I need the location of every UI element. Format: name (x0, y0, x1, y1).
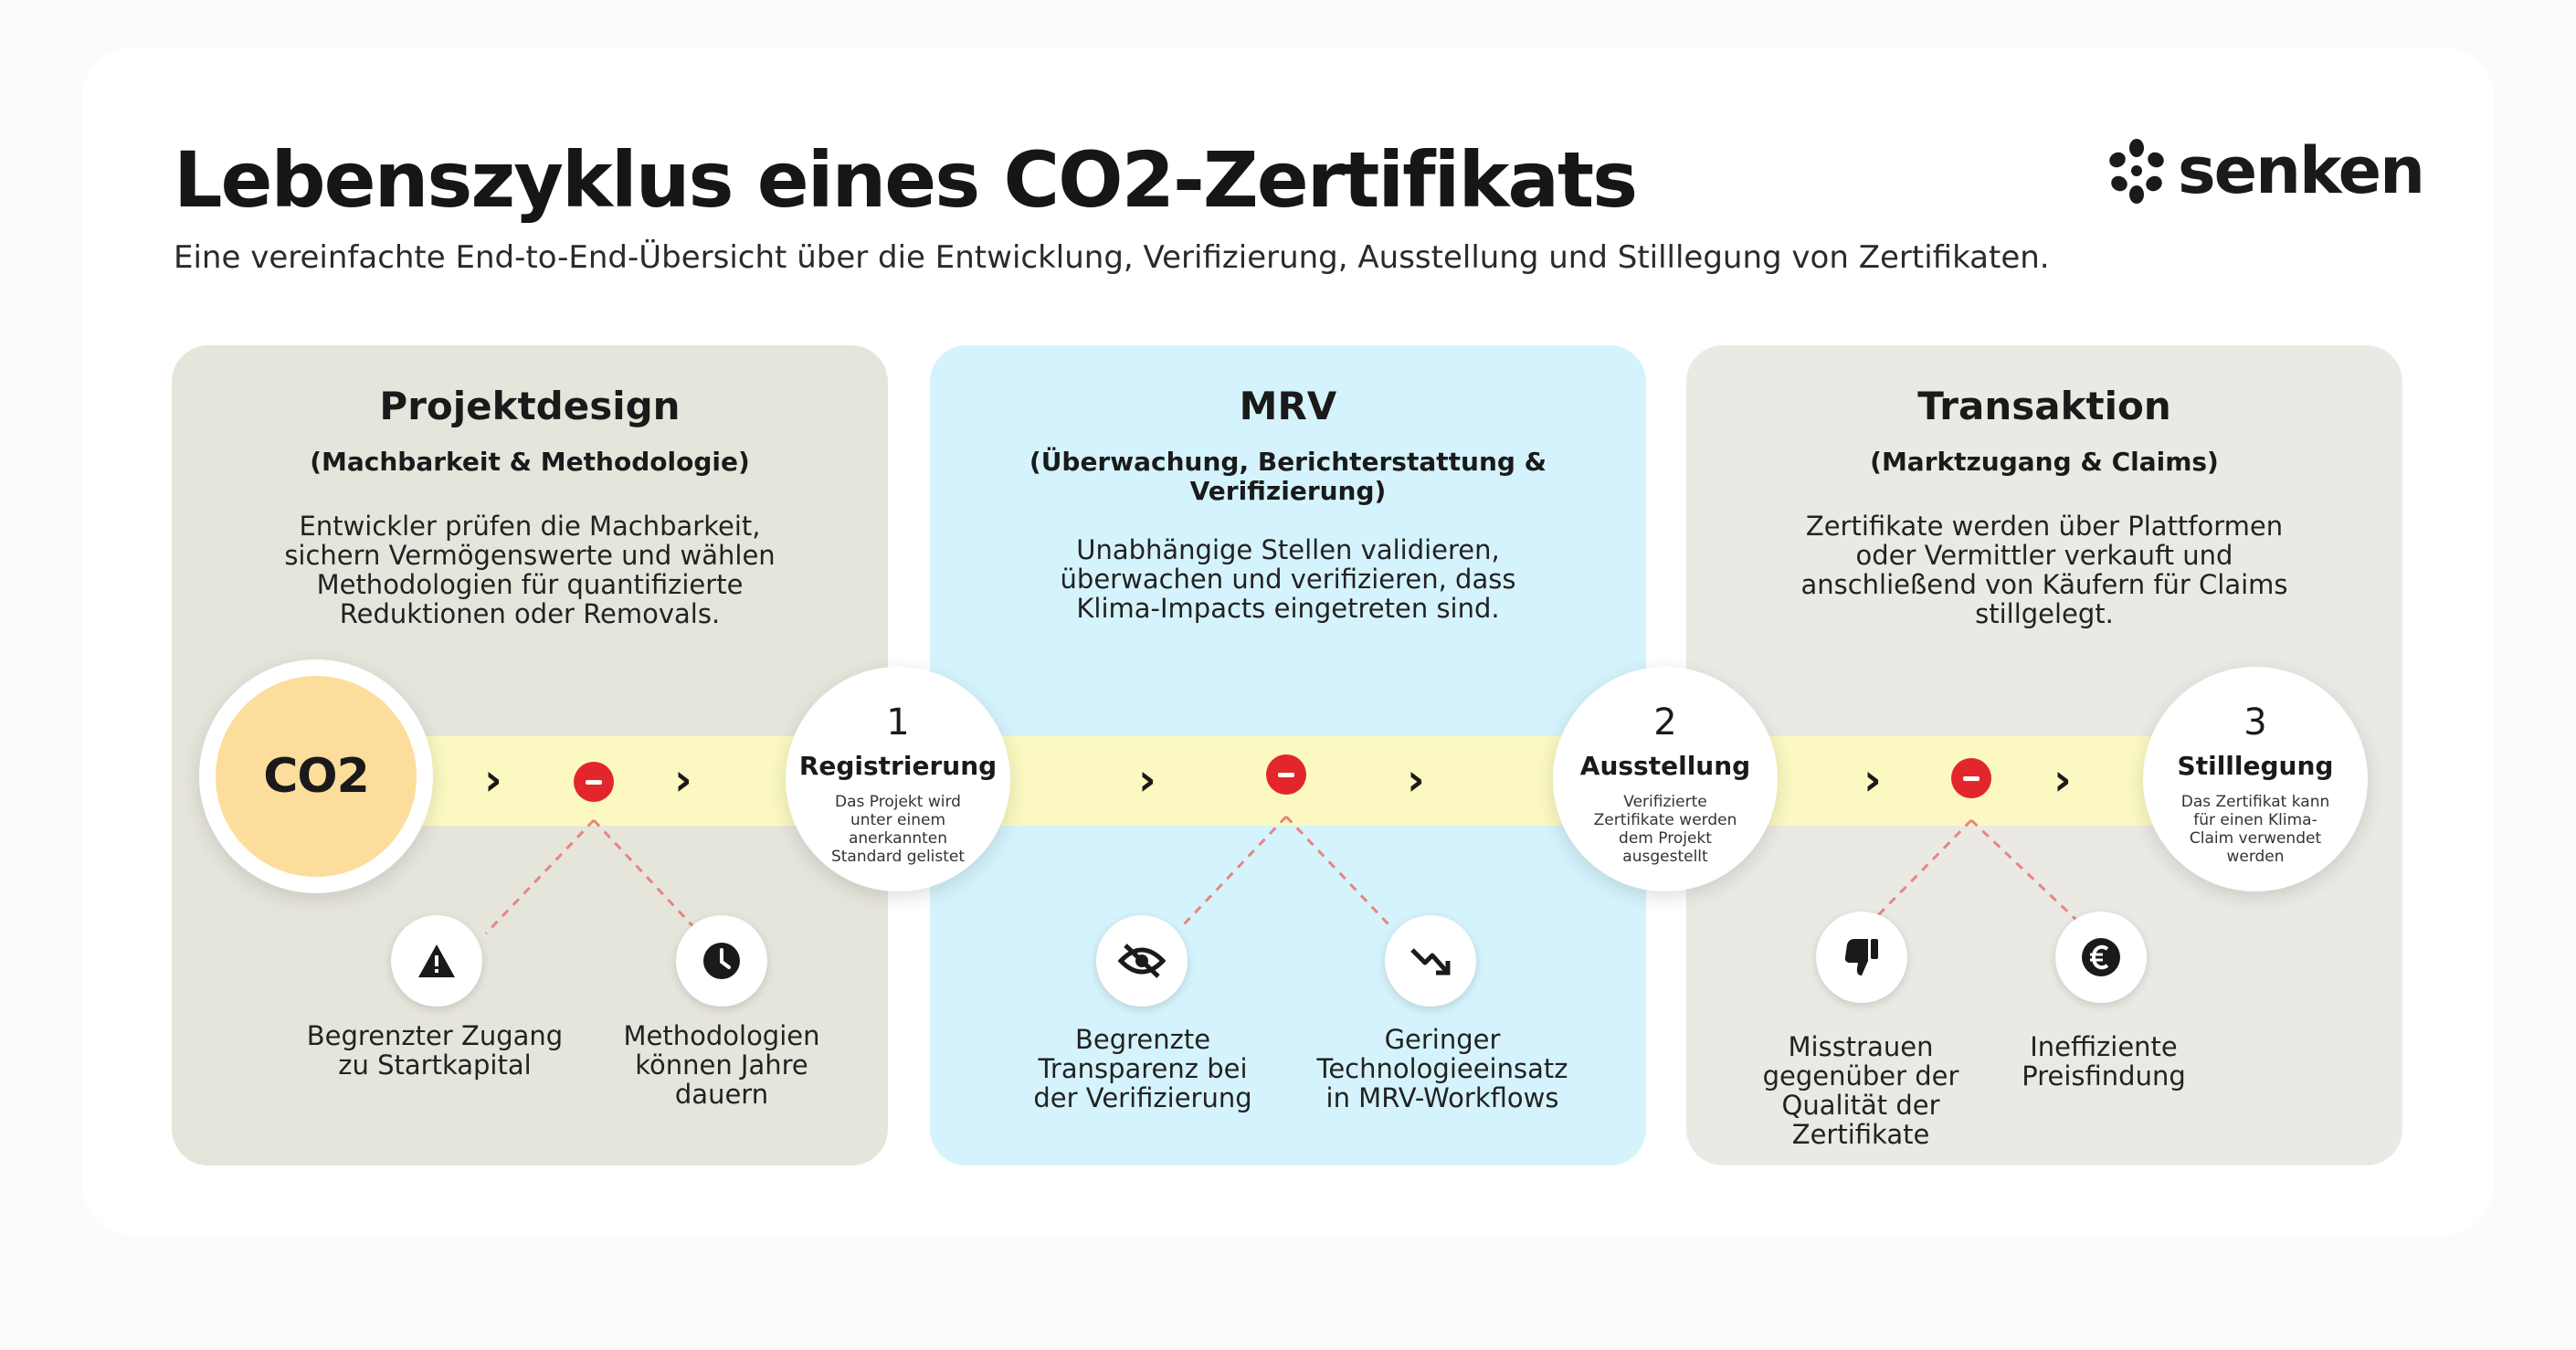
issue-label: Ineffiziente Preisfindung (2022, 1031, 2186, 1092)
stage-name: Ausstellung (1579, 751, 1751, 781)
issue-label: Begrenzter Zugang zu Startkapital (306, 1020, 564, 1081)
page-title: Lebenszyklus eines CO2-Zertifikats (174, 135, 1637, 225)
euro-icon (2055, 912, 2147, 1003)
co2-start-node (199, 659, 433, 893)
co2-fill (216, 676, 417, 877)
chevron-right-icon: › (2053, 754, 2072, 806)
stage-ausstellung (1553, 667, 1778, 891)
clock-icon (676, 915, 767, 1007)
issue-label: Geringer Technologieeinsatz in MRV-Workflows (1316, 1024, 1568, 1113)
chevron-right-icon: › (1138, 754, 1156, 806)
stage-number: 1 (886, 701, 910, 744)
issue-label: Methodologien können Jahre dauern (623, 1020, 820, 1110)
minus-alert-icon (574, 762, 614, 802)
panel-title: Projektdesign (379, 384, 681, 428)
stage-registrierung (786, 667, 1010, 891)
panel-description: Entwickler prüfen die Machbarkeit, sichern Vermögenswerte und wählen Methodologien für quantifizierte Reduktionen oder Removals. (284, 511, 776, 629)
panel-subtitle: (Marktzugang & Claims) (1870, 447, 2219, 477)
panel-description: Unabhängige Stellen validieren, überwachen und verifizieren, dass Klima-Impacts eingetreten sind. (1060, 534, 1516, 624)
page-subtitle: Eine vereinfachte End-to-End-Übersicht über die Entwicklung, Verifizierung, Ausstellung und Stilllegung von Zertifikaten. (174, 239, 2050, 276)
warning-icon (391, 915, 482, 1007)
stage-description: Das Projekt wird unter einem anerkannten Standard gelistet (830, 793, 966, 866)
brand-name: senken (2178, 133, 2423, 208)
panel-title: MRV (1239, 384, 1337, 428)
chevron-right-icon: › (1863, 754, 1882, 806)
trend-down-icon (1385, 915, 1476, 1007)
panel-subtitle: (Machbarkeit & Methodologie) (310, 447, 750, 477)
chevron-right-icon: › (674, 754, 692, 806)
minus-alert-icon (1266, 754, 1306, 795)
chevron-right-icon: › (1407, 754, 1425, 806)
thumbs-down-icon (1816, 912, 1907, 1003)
issue-label: Misstrauen gegenüber der Qualität der Zertifikate (1762, 1031, 1959, 1150)
stage-name: Registrierung (798, 751, 998, 781)
stage-number: 2 (1653, 701, 1677, 744)
co2-label: CO2 (263, 749, 369, 804)
eye-off-icon (1096, 915, 1188, 1007)
stage-description: Das Zertifikat kann für einen Klima-Claim verwendet werden (2180, 793, 2330, 866)
stage-name: Stilllegung (2177, 751, 2334, 781)
stage-number: 3 (2243, 701, 2267, 744)
stage-description: Verifizierte Zertifikate werden dem Projekt ausgestellt (1593, 793, 1737, 866)
stage-stilllegung (2143, 667, 2368, 891)
panel-subtitle: (Überwachung, Berichterstattung & Verifizierung) (1029, 447, 1547, 506)
panel-description: Zertifikate werden über Plattformen oder Vermittler verkauft und anschließend von Käufern für Claims stillgelegt. (1800, 511, 2288, 629)
panel-title: Transaktion (1917, 384, 2171, 428)
issue-label: Begrenzte Transparenz bei der Verifizierung (1033, 1024, 1252, 1113)
chevron-right-icon: › (484, 754, 502, 806)
minus-alert-icon (1951, 758, 1991, 798)
